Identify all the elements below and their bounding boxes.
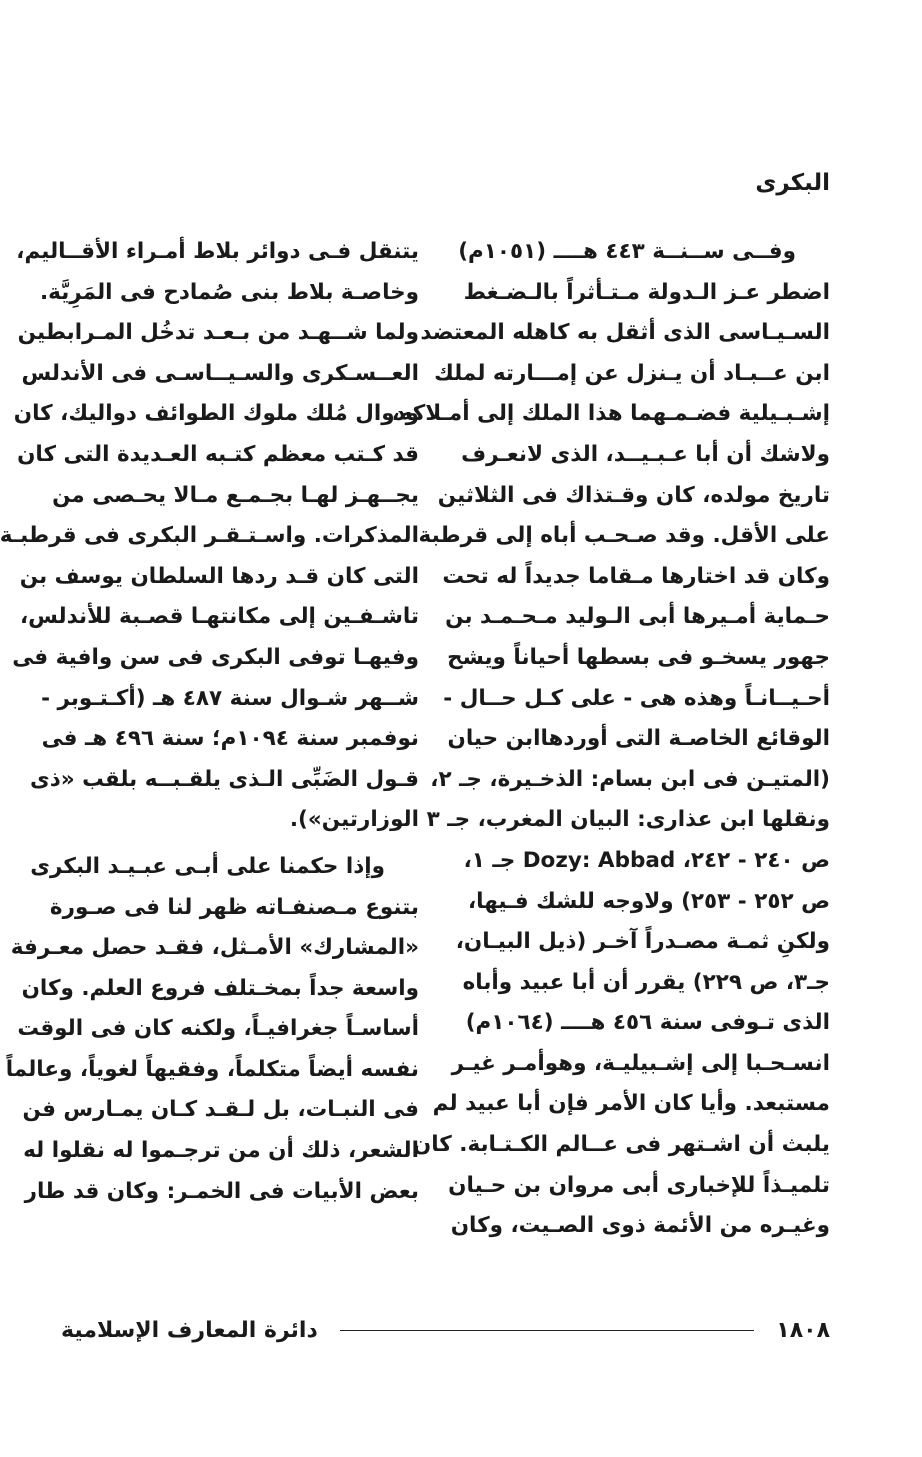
text-line: العــسـكرى والسـيــاسـى فى الأندلس (21, 360, 419, 386)
text-line: «المشارك» الأمـثل، فقـد حصل معـرفة (10, 935, 419, 961)
text-line: (المتيـن فى ابن بسام: الذخـيرة، جـ ٢، (430, 766, 830, 792)
text-line: تلميـذاً للإخبارى أبى مروان بن حـيان (448, 1172, 830, 1198)
text-line: وخاصـة بلاط بنى صُمادح فى المَرِيَّة. (40, 279, 419, 305)
text-line: وفــى ســنــة ٤٤٣ هــــ (١٠٥١م) (458, 239, 796, 264)
text-line: الوقائع الخاصـة التى أوردهاابن حيان (447, 726, 830, 752)
running-head: البكرى (755, 170, 830, 196)
text-line: ودوال مُلك ملوك الطوائف دواليك، كان (13, 401, 419, 427)
text-line: انسـحـبا إلى إشـبيليـة، وهوأمـر غيـر (451, 1050, 830, 1076)
text-line: بتنوع مـصنفـاته ظهر لنا فى صـورة (49, 894, 419, 920)
text-line: قـول الضَبِّى الـذى يلقـبــه بلقب «ذى (30, 766, 419, 792)
text-line: تاشـفـين إلى مكانتهـا قصـبة للأندلس، (19, 604, 419, 630)
left-column (0, 232, 419, 1212)
text-line: يلبث أن اشـتهر فى عــالم الكـتـابة. كان (412, 1132, 830, 1158)
text-line: يتنقل فـى دوائر بلاط أمـراء الأقــاليم، (16, 239, 419, 264)
text-line: تاريخ مولده، كان وقـتذاك فى الثلاثين (437, 482, 830, 508)
publication-title: دائرة المعارف الإسلامية (61, 1317, 318, 1343)
text-line: ونقلها ابن عذارى: البيان المغرب، جـ ٣ (426, 807, 830, 833)
text-line: ولاشك أن أبا عـبـيــد، الذى لانعـرف (461, 441, 830, 467)
text-line: ولكنِ ثمـة مصـدراً آخـر (ذيل البيـان، (455, 929, 830, 955)
text-line: وإذا حكمنا على أبـى عبـيـد البكرى (30, 853, 385, 879)
text-line: قد كـتب معظم كتـبه العـديدة التى كان (17, 441, 419, 467)
text-line: إشـبـيلية فضـمـهما هذا الملك إلى أمـلاكه، (391, 401, 830, 427)
text-line: وكان قد اختارها مـقاما جديداً له تحت (442, 563, 830, 589)
text-line: وفيهـا توفى البكرى فى سن وافية فى (12, 644, 419, 670)
text-line: ولما شــهـد من بـعـد تدخُل المـرابطين (17, 320, 419, 346)
text-line: جهور يسخـو فى بسطها أحياناً ويشح (447, 644, 830, 670)
text-line: وغيـره من الأئمة ذوى الصـيت، وكان (450, 1213, 830, 1239)
text-line: شــهر شـوال سنة ٤٨٧ هـ (أكـتـوبر - (41, 685, 419, 711)
text-line: حـماية أمـيرها أبى الـوليد مـحـمـد بن (445, 604, 830, 630)
text-line: جـ٣، ص ٢٢٩) يقرر أن أبا عبيد وأباه (462, 969, 830, 995)
text-line: نفسه أيضاً متكلماً، وفقيهاً لغوياً، وعالماً (5, 1056, 419, 1082)
text-line: مستبعد. وأيا كان الأمر فإن أبا عبيد لم (432, 1091, 830, 1117)
text-line: على الأقل. وقد صـحـب أباه إلى قرطبة (418, 523, 830, 549)
text-line: بعض الأبيات فى الخمـر: وكان قد طار (24, 1178, 419, 1204)
text-line: أساسـاً جغرافيـاً، ولكنه كان فى الوقت (17, 1016, 419, 1042)
text-line: الشعر، ذلك أن من ترجـموا له نقلوا له (23, 1138, 419, 1164)
text-line: ابن عــبـاد أن يـنزل عن إمـــارته لملك (434, 360, 830, 386)
text-line: الذى تـوفى سنة ٤٥٦ هــــ (١٠٦٤م) (465, 1010, 830, 1036)
text-line: يجــهـز لهـا بجـمـع مـالا يحـصى من (52, 482, 419, 508)
text-line: فى النبـات، بل لـقـد كـان يمـارس فن (22, 1097, 419, 1123)
text-line: المذكرات. واسـتـقـر البكرى فى قرطبـة (0, 523, 419, 549)
right-column (391, 232, 830, 1247)
text-line: التى كان قـد ردها السلطان يوسف بن (19, 563, 419, 589)
text-line: واسعة جداً بمخـتلف فروع العلم. وكان (21, 975, 419, 1001)
text-line: ص ٢٤٠ - ٢٤٢، Dozy: Abbad جـ ١، (463, 847, 830, 873)
text-line: نوفمبر سنة ١٠٩٤م؛ سنة ٤٩٦ هـ فى (41, 726, 419, 752)
text-line: السـيـاسى الذى أثقل به كاهله المعتضد (420, 320, 830, 346)
text-line: ص ٢٥٢ - ٢٥٣) ولاوجه للشك فـيها، (467, 888, 830, 914)
text-line: اضطر عـز الـدولة مـتـأثراً بالـضـغط (463, 279, 830, 305)
page-footer (61, 1310, 830, 1350)
page-number: ١٨٠٨ (776, 1317, 830, 1343)
footer-rule (340, 1330, 755, 1331)
text-line: أحـيــانـاً وهذه هى - على كـل حــال - (443, 685, 830, 711)
text-line: الوزارتين»). (289, 807, 419, 833)
